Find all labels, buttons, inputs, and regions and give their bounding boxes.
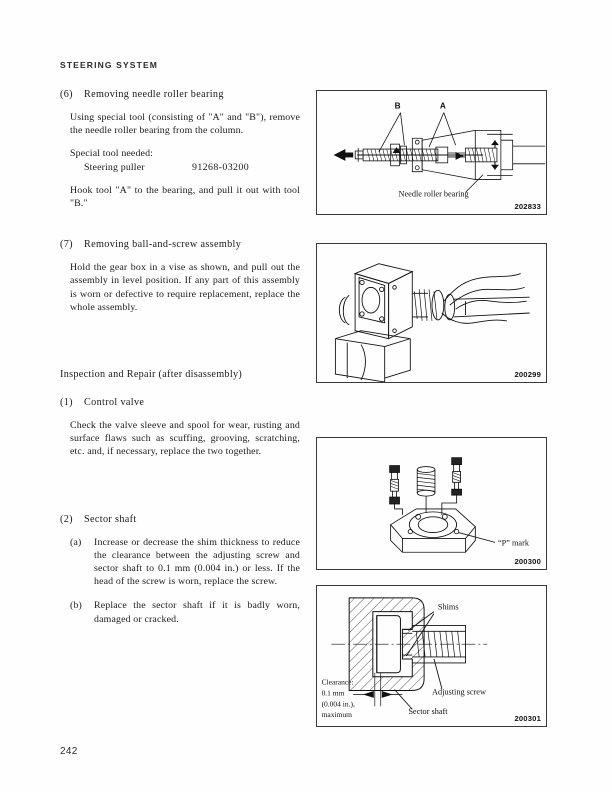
- figure-4-label-clearance-line2: 0.1 mm: [321, 688, 345, 698]
- running-head: STEERING SYSTEM: [60, 60, 159, 70]
- inspection-repair-title: Inspection and Repair (after disassembly): [60, 369, 243, 381]
- section-6-heading: [60, 88, 300, 102]
- section-6-paragraph-2: Hook tool "A" to the bearing, and pull it out with tool "B.": [70, 184, 300, 210]
- section-1-title: Control valve: [84, 397, 145, 409]
- section-2-heading: [60, 513, 300, 527]
- figure-3-drawing: [317, 438, 546, 569]
- section-6-paragraph-1: Using special tool (consisting of "A" and "B"), remove the needle roller bearing from the column.: [70, 112, 300, 137]
- spacer: [60, 212, 300, 238]
- section-7-heading: [60, 238, 300, 252]
- section-6-title: Removing needle roller bearing: [84, 89, 224, 100]
- special-tool-name: Steering puller: [84, 161, 145, 173]
- section-1-heading: [60, 396, 300, 410]
- item-b-text: Replace the sector shaft if it is badly worn, damaged or cracked.: [94, 600, 300, 625]
- section-7-paragraph-1: Hold the gear box in a vise as shown, and pull out the assembly in level position. If any part of this assembly is worn or defective to require replacement, replace the whole assembly.: [70, 262, 300, 313]
- section-2-number: (2): [60, 513, 73, 525]
- spacer: [60, 461, 300, 513]
- figure-4-number: 200301: [514, 714, 541, 723]
- figure-1-label-a: A: [439, 101, 446, 111]
- section-6-number: (6): [60, 89, 73, 100]
- special-tool-intro: Special tool needed:: [70, 148, 154, 160]
- section-2-title: Sector shaft: [84, 513, 137, 525]
- figure-2-number: 200299: [514, 370, 541, 379]
- figure-4-label-shims: Shims: [437, 602, 459, 612]
- item-b-letter: (b): [70, 600, 82, 612]
- spacer: [60, 316, 300, 368]
- section-7-number: (7): [60, 239, 73, 251]
- section-1-control-valve: [60, 396, 300, 459]
- section-2-sector-shaft: [60, 513, 300, 626]
- figure-1-drawing: [317, 91, 546, 214]
- figure-4-drawing: [317, 586, 546, 726]
- section-7-title: Removing ball-and-screw assembly: [84, 239, 242, 251]
- figure-4-label-clearance-line4: maximum: [321, 710, 352, 720]
- figure-4-label-sector-shaft: Sector shaft: [408, 707, 448, 717]
- section-6: [60, 88, 300, 210]
- figure-1-number: 202833: [514, 202, 541, 211]
- section-7: [60, 238, 300, 314]
- special-tool-part-number: 91268-03200: [192, 161, 250, 173]
- figure-1-label-bearing: Needle roller bearing: [398, 189, 469, 199]
- figure-control-valve: [316, 437, 547, 570]
- page-number: 242: [60, 746, 78, 757]
- figure-sector-shaft-clearance: [316, 585, 547, 727]
- figure-gear-box-vise: [316, 243, 547, 383]
- figure-1-label-b: B: [394, 101, 401, 111]
- section-1-paragraph-1: Check the valve sleeve and spool for wear, rusting and surface flaws such as scuffing, grooving, scratching, etc. and, if necessary, replace the two together.: [70, 420, 300, 458]
- text-column: [60, 88, 300, 637]
- figure-4-label-adjusting-screw: Adjusting screw: [431, 687, 486, 697]
- section-2-item-a: [60, 536, 300, 589]
- item-a-letter: (a): [70, 536, 82, 548]
- figure-steering-puller: [316, 90, 547, 215]
- figure-3-number: 200300: [514, 557, 541, 566]
- figure-4-label-clearance-line3: (0.004 in.),: [321, 699, 355, 709]
- section-1-number: (1): [60, 397, 73, 409]
- section-6-special-tool: [60, 147, 300, 173]
- direction-arrow-icon: [334, 149, 354, 161]
- section-2-item-b: [60, 599, 300, 625]
- special-tool-row: [70, 161, 300, 174]
- figure-2-drawing: [317, 244, 546, 382]
- item-a-text: Increase or decrease the shim thickness to reduce the clearance between the adjusting screw and sector shaft to 0.1 mm (0.004 in.) or less. If the head of the screw is worn, replace the screw.: [94, 536, 300, 588]
- figure-3-label-p-mark: “P” mark: [497, 538, 529, 548]
- figure-4-label-clearance-line1: Clearance:: [321, 677, 354, 687]
